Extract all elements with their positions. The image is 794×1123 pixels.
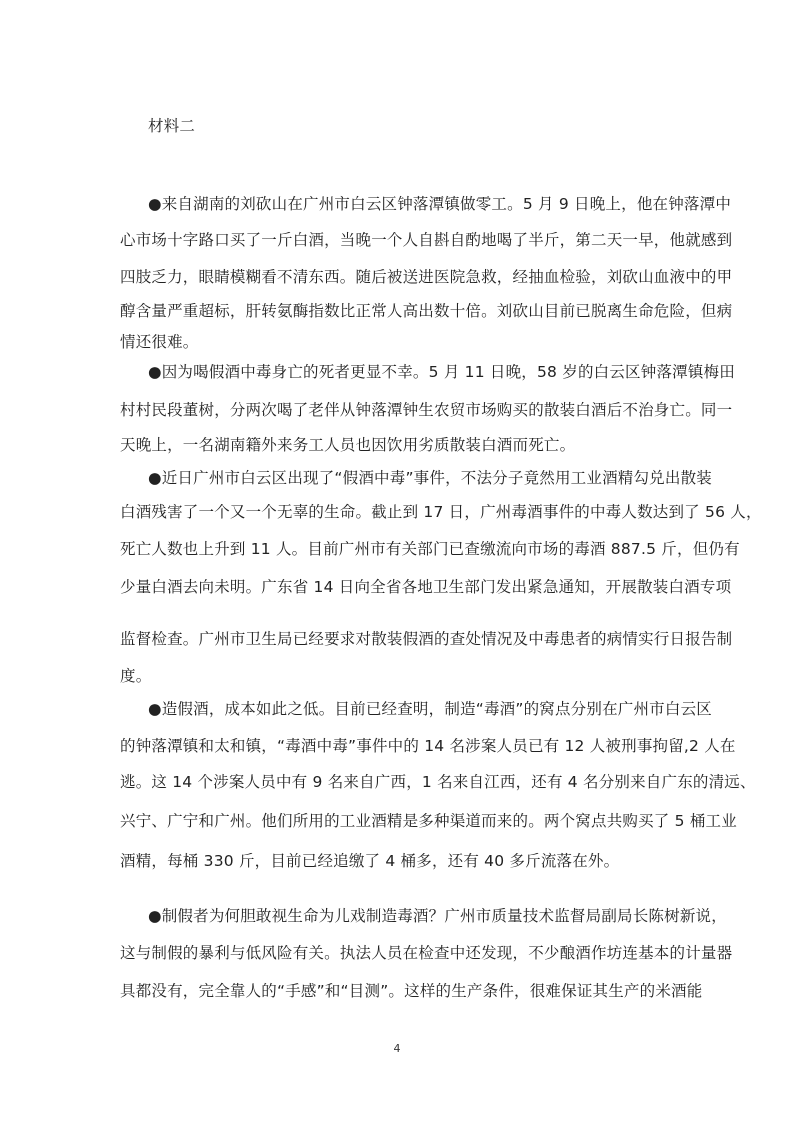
text-line: 天晚上，一名湖南籍外来务工人员也因饮用劣质散装白酒而死亡。: [120, 436, 576, 454]
text-line: ●因为喝假酒中毒身亡的死者更显不幸。5 月 11 日晚，58 岁的白云区钟落潭镇梅田: [148, 363, 735, 381]
section-heading: 材料二: [148, 117, 196, 135]
text-line: 逃。这 14 个涉案人员中有 9 名来自广西，1 名来自江西，还有 4 名分别来自广东的清远、: [120, 773, 756, 791]
text-line: 醇含量严重超标，肝转氨酶指数比正常人高出数十倍。刘砍山目前已脱离生命危险，但病: [120, 302, 733, 320]
page-number: 4: [393, 1042, 401, 1055]
text-line: ●造假酒，成本如此之低。目前已经查明，制造“毒酒”的窝点分别在广州市白云区: [148, 700, 712, 718]
text-line: 少量白酒去向未明。广东省 14 日向全省各地卫生部门发出紧急通知，开展散装白酒专项: [120, 578, 732, 596]
text-line: 度。: [120, 667, 152, 685]
text-line: ●近日广州市白云区出现了“假酒中毒”事件，不法分子竟然用工业酒精勾兑出散装: [148, 469, 712, 487]
text-line: 监督检查。广州市卫生局已经要求对散装假酒的查处情况及中毒患者的病情实行日报告制: [120, 630, 733, 648]
text-line: 死亡人数也上升到 11 人。目前广州市有关部门已查缴流向市场的毒酒 887.5 斤，但仍有: [120, 540, 740, 558]
text-line: ●来自湖南的刘砍山在广州市白云区钟落潭镇做零工。5 月 9 日晚上，他在钟落潭中: [148, 195, 732, 213]
text-line: 四肢乏力，眼睛模糊看不清东西。随后被送进医院急救，经抽血检验，刘砍山血液中的甲: [120, 268, 733, 286]
text-line: 村村民段董树，分两次喝了老伴从钟落潭钟生农贸市场购买的散装白酒后不治身亡。同一: [120, 401, 733, 419]
text-line: 白酒残害了一个又一个无辜的生命。截止到 17 日，广州毒酒事件的中毒人数达到了 56 人，: [120, 503, 762, 521]
text-line: 具都没有，完全靠人的“手感”和“目测”。这样的生产条件，很难保证其生产的米酒能: [120, 982, 703, 1000]
text-line: 的钟落潭镇和太和镇，“毒酒中毒”事件中的 14 名涉案人员已有 12 人被刑事拘留,2 人在: [120, 737, 736, 755]
text-line: ●制假者为何胆敢视生命为儿戏制造毒酒？广州市质量技术监督局副局长陈树新说，: [148, 907, 727, 925]
text-line: 心市场十字路口买了一斤白酒，当晚一个人自斟自酌地喝了半斤，第二天一早，他就感到: [120, 231, 733, 249]
text-line: 情还很难。: [120, 333, 199, 351]
text-line: 这与制假的暴利与低风险有关。执法人员在检查中还发现，不少酿酒作坊连基本的计量器: [120, 944, 733, 962]
text-line: 兴宁、广宁和广州。他们所用的工业酒精是多种渠道而来的。两个窝点共购买了 5 桶工业: [120, 812, 737, 830]
text-line: 酒精，每桶 330 斤，目前已经追缴了 4 桶多，还有 40 多斤流落在外。: [120, 852, 620, 870]
